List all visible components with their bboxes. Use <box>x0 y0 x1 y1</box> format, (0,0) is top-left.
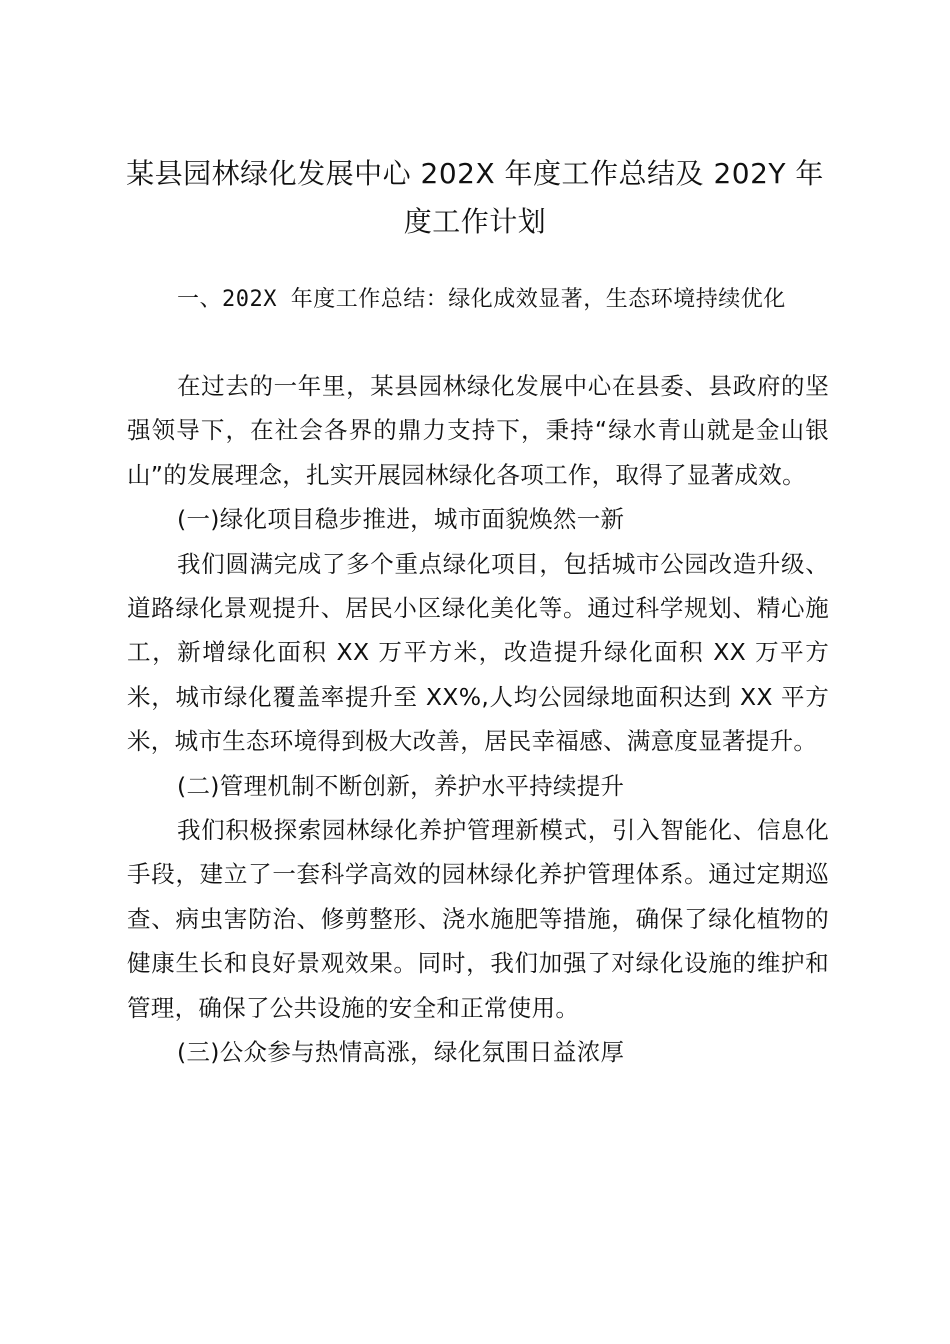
subsection-body-2: 我们积极探索园林绿化养护管理新模式，引入智能化、信息化手段，建立了一套科学高效的园林绿化养护管理体系。通过定期巡查、病虫害防治、修剪整形、浇水施肥等措施，确保了绿化植物的健康生长和良好景观效果。同时，我们加强了对绿化设施的维护和管理，确保了公共设施的安全和正常使用。 <box>127 816 829 1022</box>
intro-paragraph: 在过去的一年里，某县园林绿化发展中心在县委、县政府的坚强领导下，在社会各界的鼎力支持下，秉持“绿水青山就是金山银山”的发展理念，扎实开展园林绿化各项工作，取得了显著成效。 <box>127 372 829 489</box>
section-heading: 一、202X 年度工作总结：绿化成效显著，生态环境持续优化 <box>177 287 786 312</box>
document-body <box>127 364 829 1075</box>
subsection-heading-2: (二)管理机制不断创新，养护水平持续提升 <box>177 771 625 800</box>
document-title: 某县园林绿化发展中心 202X 年度工作总结及 202Y 年度工作计划 <box>126 157 824 238</box>
subsection-body-1: 我们圆满完成了多个重点绿化项目，包括城市公园改造升级、道路绿化景观提升、居民小区绿化美化等。通过科学规划、精心施工，新增绿化面积 XX 万平方米，改造提升绿化面积 XX 万平方米，城市绿化覆盖率提升至 XX%,人均公园绿地面积达到 XX 平方米，城市生态环境得到极大改善，居民幸福感、满意度显著提升。 <box>127 549 829 756</box>
subsection-heading-3: (三)公众参与热情高涨，绿化氛围日益浓厚 <box>177 1038 625 1067</box>
subsection-heading-1: (一)绿化项目稳步推进，城市面貌焕然一新 <box>177 505 625 534</box>
